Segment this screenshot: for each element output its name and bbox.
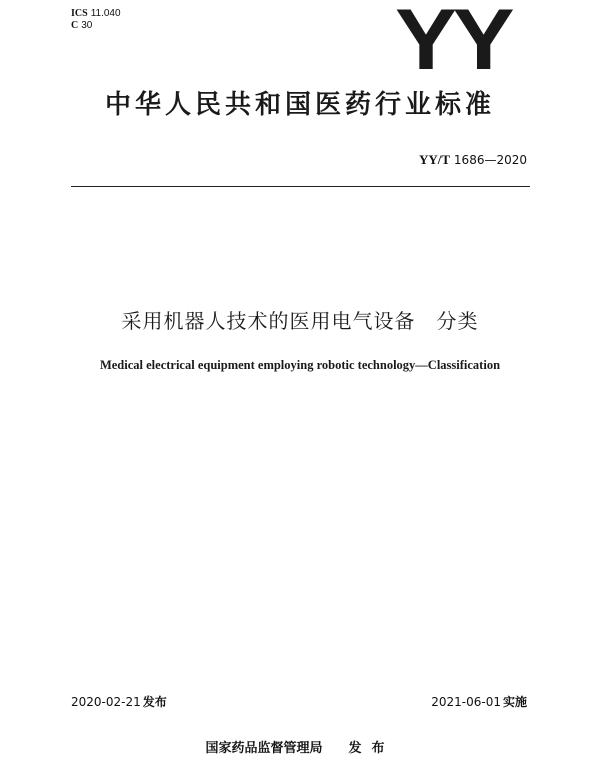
ics-label: ICS	[71, 8, 88, 19]
standard-number-value: 1686—2020	[453, 153, 527, 167]
document-title-english: Medical electrical equipment employing robotic technology—Classification	[99, 358, 501, 372]
issuing-authority	[0, 740, 600, 758]
publish-date: 2020-02-21	[71, 695, 141, 709]
ics-line	[71, 8, 121, 20]
ics-code: 11.040	[90, 8, 121, 19]
implement-date: 2021-06-01	[431, 695, 501, 709]
issuer-name: 国家药品监督管理局	[205, 741, 323, 756]
standard-number-prefix: YY/T	[419, 152, 451, 167]
document-title-chinese: 采用机器人技术的医用电气设备 分类	[121, 309, 479, 333]
publish-date-line	[71, 694, 167, 710]
issuer-action: 发布	[348, 741, 395, 756]
ccs-line	[71, 20, 121, 32]
ccs-label: C	[71, 20, 79, 31]
publish-label: 发布	[142, 695, 167, 709]
classification-codes	[71, 8, 121, 32]
header-divider	[71, 186, 530, 187]
implement-label: 实施	[502, 695, 527, 709]
standard-logo: YY	[395, 0, 511, 88]
standard-number	[419, 152, 527, 168]
standard-category-title: 中华人民共和国医药行业标准	[104, 90, 495, 120]
implement-date-line	[431, 694, 527, 710]
ccs-code: 30	[81, 20, 93, 31]
